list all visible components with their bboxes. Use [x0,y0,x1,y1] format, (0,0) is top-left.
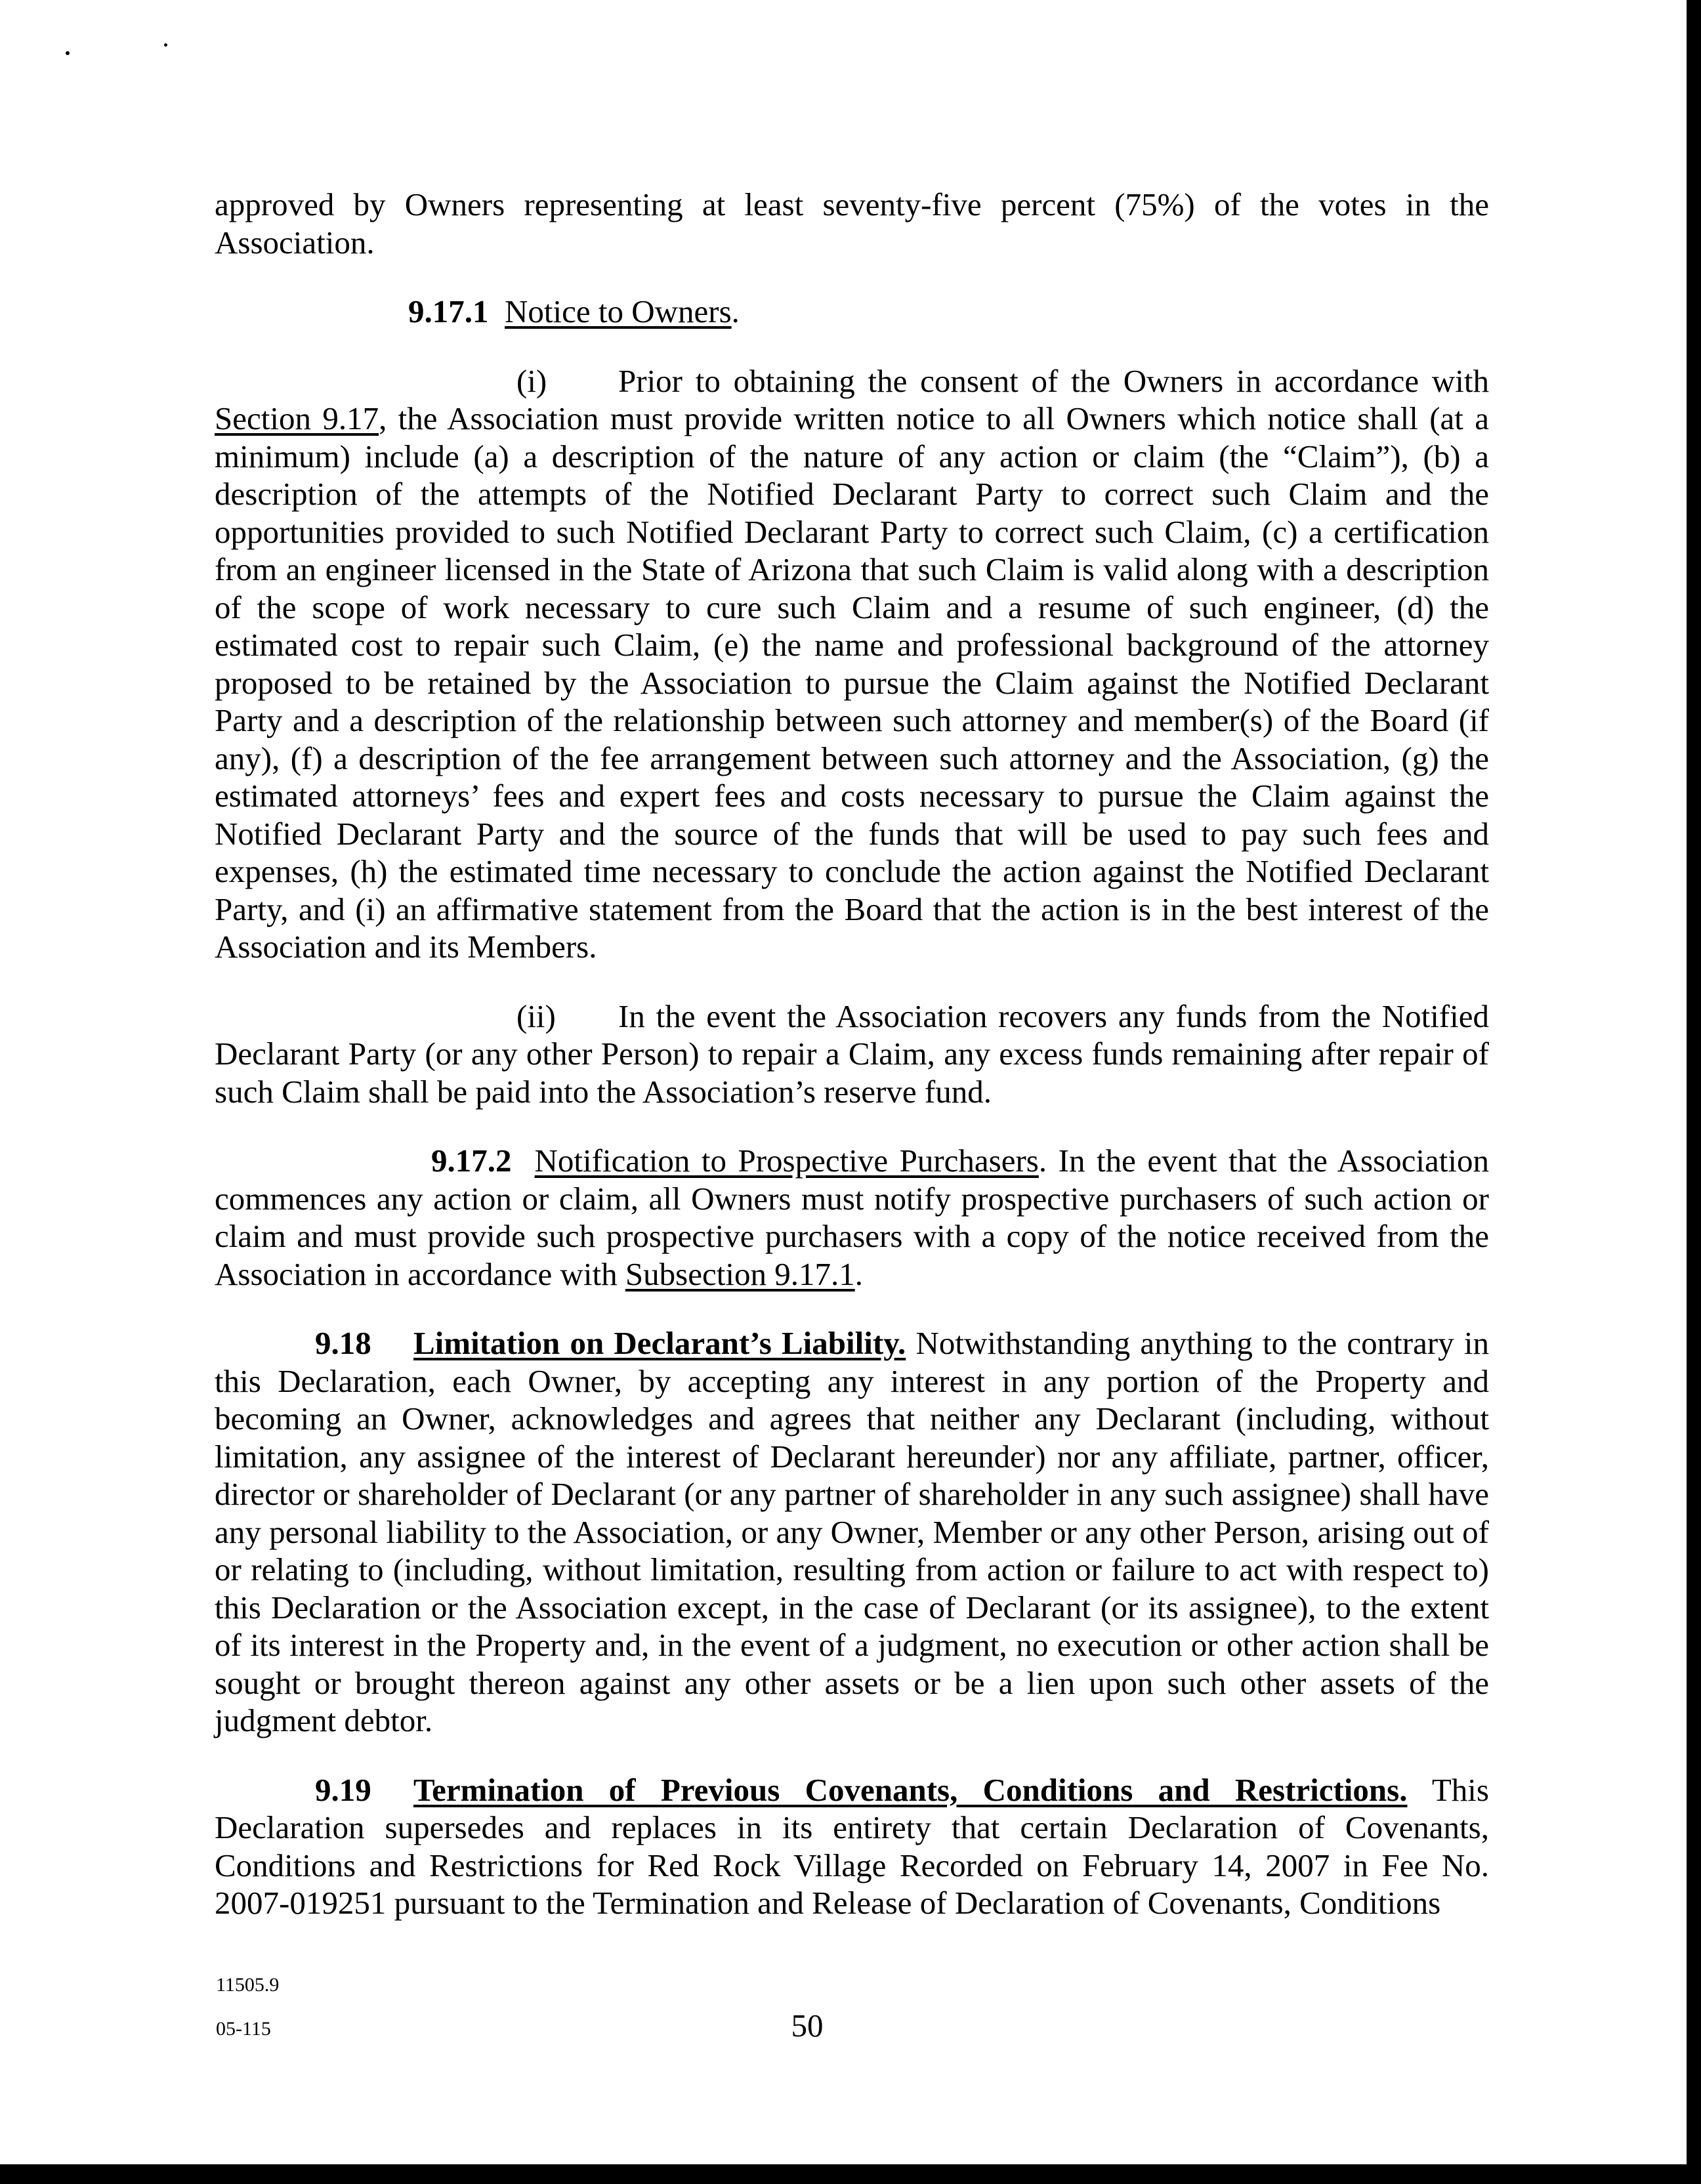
section-title: Limitation on Declarant’s Liability. [413,1325,906,1361]
punctuation: . [854,1255,863,1292]
paragraph-continuation: approved by Owners representing at least seventy-five percent (75%) of the votes in the Association. [215,186,1489,261]
subparagraph-label: (ii) [516,998,556,1034]
paragraph-text: This Declaration supersedes and replaces in its entirety that certain Declaration of Covenants, Conditions and Restrictions for Red Rock Village Recorded on February 14, 2007 in Fee No. 2007-019251 pursuant to the Termination and Release of Declaration of Covenants, Conditions [215,1771,1489,1921]
paragraph-text: , the Association must provide written notice to all Owners which notice shall (at a minimum) include (a) a description of the nature of any action or claim (the “Claim”), (b) a description of the attempts of the Notified Declarant Party to correct such Claim and the opportunities provided to such Notified Declarant Party to correct such Claim, (c) a certification from an engineer licensed in the State of Arizona that such Claim is valid along with a description of the scope of work necessary to cure such Claim and a resume of such engineer, (d) the estimated cost to repair such Claim, (e) the name and professional background of the attorney proposed to be retained by the Association to pursue the Claim against the Notified Declarant Party and a description of the relationship between such attorney and member(s) of the Board (if any), (f) a description of the fee arrangement between such attorney and the Association, (g) the estimated attorneys’ fees and expert fees and costs necessary to pursue the Claim against the Notified Declarant Party and the source of the funds that will be used to pay such fees and expenses, (h) the estimated time necessary to conclude the action against the Notified Declarant Party, and (i) an affirmative statement from the Board that the action is in the best interest of the Association and its Members. [215,400,1489,965]
page-number: 50 [791,2007,824,2044]
scan-speck [66,51,70,55]
section-reference: Subsection 9.17.1 [625,1255,855,1292]
section-number: 9.18 [315,1325,371,1361]
document-code: 11505.9 [216,1974,280,1996]
section-title: Notification to Prospective Purchasers [534,1143,1039,1179]
subparagraph-i [215,362,1489,966]
section-number: 9.17.2 [431,1143,512,1179]
section-9-17-2 [215,1142,1489,1293]
section-9-19 [215,1771,1489,1922]
paragraph-text: Prior to obtaining the consent of the Owners in accordance with [618,362,1489,399]
paragraph-text: Notwithstanding anything to the contrary in this Declaration, each Owner, by accepting any interest in any portion of the Property and becoming an Owner, acknowledges and agrees that neither any Declarant (including, without limitation, any assignee of the interest of Declarant hereunder) nor any affiliate, partner, officer, director or shareholder of Declarant (or any partner of shareholder in any such assignee) shall have any personal liability to the Association, or any Owner, Member or any other Person, arising out of or relating to (including, without limitation, resulting from action or failure to act with respect to) this Declaration or the Association except, in the case of Declarant (or its assignee), to the extent of its interest in the Property and, in the event of a judgment, no execution or other action shall be sought or brought thereon against any other assets or be a lien upon such other assets of the judgment debtor. [215,1325,1489,1738]
subparagraph-ii [215,998,1489,1111]
section-9-17-1-heading [215,293,1489,331]
paragraph-text: . In the event that the Association commences any action or claim, all Owners must notify prospective purchasers of such action or claim and must provide such prospective purchasers with a copy of the notice received from the Association in accordance with [215,1143,1490,1292]
paragraph-text: In the event the Association recovers any funds from the Notified Declarant Party (or any other Person) to repair a Claim, any excess funds remaining after repair of such Claim shall be paid into the Association’s reserve fund. [215,998,1489,1110]
section-number: 9.19 [315,1771,371,1808]
scan-speck [164,43,167,47]
section-9-18 [215,1324,1489,1740]
section-title: Termination of Previous Covenants, Conditions and Restrictions. [413,1771,1408,1808]
punctuation: . [731,293,740,329]
document-code: 05-115 [216,2018,271,2040]
section-reference: Section 9.17 [215,400,379,436]
section-number: 9.17.1 [408,293,489,329]
subparagraph-label: (i) [516,362,547,399]
document-body [215,186,1489,1922]
section-title: Notice to Owners [505,293,732,329]
